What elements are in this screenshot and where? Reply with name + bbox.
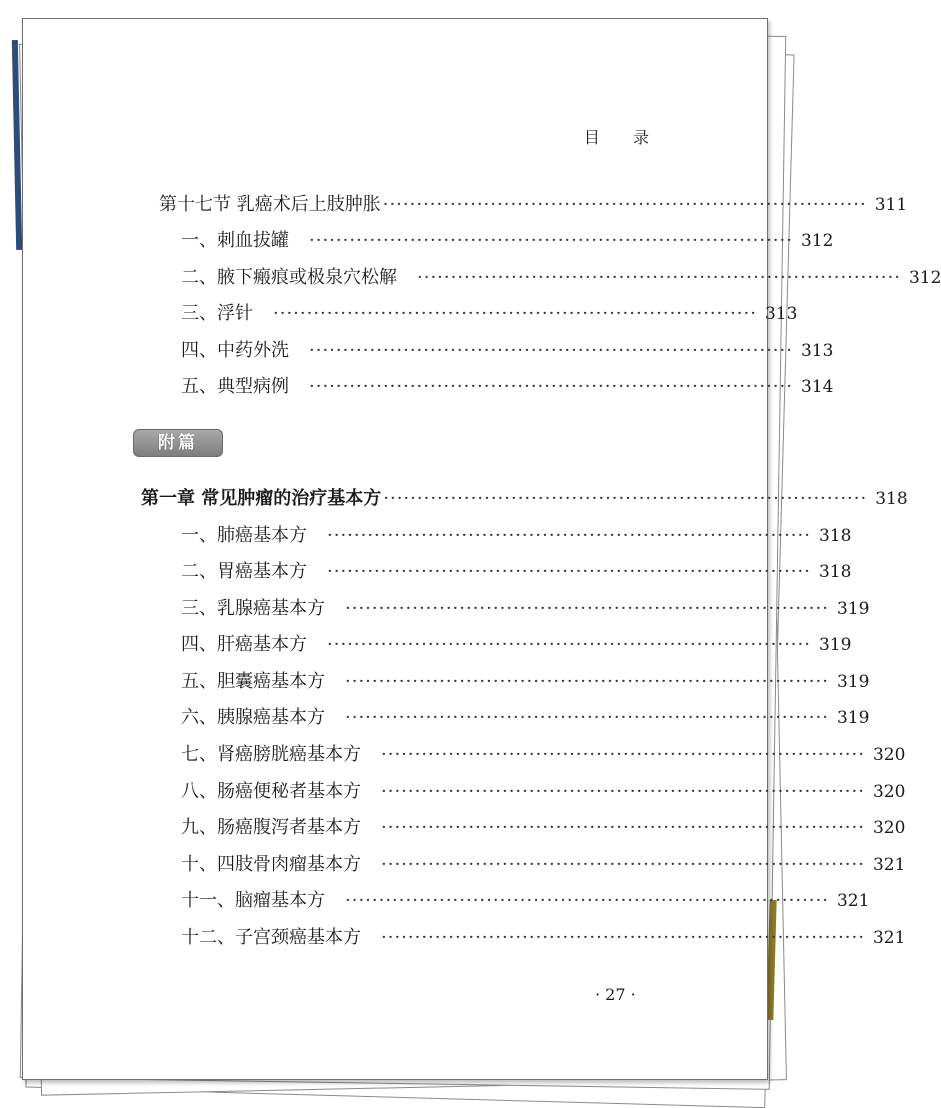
toc-page-number: 321 xyxy=(872,928,906,948)
toc-entry-title: 三、乳腺癌基本方 xyxy=(181,598,325,619)
toc-page-number: 313 xyxy=(800,341,834,361)
toc-entry-title: 十、四肢骨肉瘤基本方 xyxy=(181,854,361,875)
toc-item[interactable] xyxy=(181,266,941,290)
toc-page-number: 311 xyxy=(874,195,908,215)
leader-dots: ········································································ xyxy=(382,194,867,215)
toc-item[interactable] xyxy=(181,524,852,548)
leader-dots: ········································································ xyxy=(345,707,829,728)
leader-dots: ········································································ xyxy=(309,340,793,361)
toc-entry-title: 二、腋下瘢痕或极泉穴松解 xyxy=(181,267,397,288)
running-head: 目 录 xyxy=(583,128,663,147)
leader-dots: ········································································ xyxy=(273,303,757,324)
appendix-label: 附篇 xyxy=(133,429,223,457)
leader-dots: ········································································ xyxy=(383,488,868,509)
toc-item[interactable] xyxy=(181,926,906,950)
toc-page-number: 318 xyxy=(875,489,908,509)
toc-item[interactable] xyxy=(181,780,906,804)
toc-entry-title: 第一章 常见肿瘤的治疗基本方 xyxy=(141,488,382,509)
toc-page-number: 319 xyxy=(818,635,852,655)
toc-page-number: 319 xyxy=(836,599,870,619)
toc-item[interactable] xyxy=(181,560,852,584)
toc-page-number: 320 xyxy=(872,782,906,802)
toc-item[interactable] xyxy=(181,853,906,877)
toc-entry-title: 七、肾癌膀胱癌基本方 xyxy=(181,744,361,765)
toc-entry-title: 一、肺癌基本方 xyxy=(181,525,307,546)
leader-dots: ········································································ xyxy=(309,230,793,251)
book-page xyxy=(22,18,941,1080)
page-number: · 27 · xyxy=(595,985,636,1004)
leader-dots: ········································································ xyxy=(345,890,829,911)
toc-item[interactable] xyxy=(181,743,906,767)
toc-page-number: 313 xyxy=(764,304,798,324)
toc-page-number: 319 xyxy=(836,708,870,728)
toc-page-number: 318 xyxy=(818,562,852,582)
toc-page-number: 314 xyxy=(800,377,834,397)
toc-entry-title: 十一、脑瘤基本方 xyxy=(181,890,325,911)
leader-dots: ········································································ xyxy=(381,817,865,838)
toc-page-number: 319 xyxy=(836,672,870,692)
toc-entry-title: 四、中药外洗 xyxy=(181,340,289,361)
toc-page-number: 321 xyxy=(836,891,870,911)
leader-dots: ········································································ xyxy=(381,927,865,948)
leader-dots: ········································································ xyxy=(381,744,865,765)
leader-dots: ········································································ xyxy=(381,781,865,802)
leader-dots: ········································································ xyxy=(327,634,811,655)
toc-entry-title: 六、胰腺癌基本方 xyxy=(181,707,325,728)
leader-dots: ········································································ xyxy=(309,376,793,397)
toc-entry-title: 三、浮针 xyxy=(181,303,253,324)
toc-entry-title: 八、肠癌便秘者基本方 xyxy=(181,781,361,802)
toc-item[interactable] xyxy=(181,706,870,730)
toc-entry-title: 九、肠癌腹泻者基本方 xyxy=(181,817,361,838)
toc-page-number: 321 xyxy=(872,855,906,875)
toc-entry-title: 第十七节 乳癌术后上肢肿胀 xyxy=(159,194,381,215)
toc-page-number: 318 xyxy=(818,526,852,546)
toc-item[interactable] xyxy=(181,816,906,840)
toc-chapter-entry[interactable] xyxy=(141,487,908,511)
toc-entry-title: 十二、子宫颈癌基本方 xyxy=(181,927,361,948)
toc-item[interactable] xyxy=(181,229,834,253)
toc-page-number: 320 xyxy=(872,818,906,838)
leader-dots: ········································································ xyxy=(345,671,829,692)
toc-item[interactable] xyxy=(181,633,852,657)
toc-item[interactable] xyxy=(181,670,870,694)
toc-page-number: 312 xyxy=(800,231,834,251)
toc-entry-title: 四、肝癌基本方 xyxy=(181,634,307,655)
toc-entry-title: 五、胆囊癌基本方 xyxy=(181,671,325,692)
toc-page-number: 320 xyxy=(872,745,906,765)
toc-item[interactable] xyxy=(181,302,798,326)
toc-item[interactable] xyxy=(181,597,870,621)
toc-page-number: 312 xyxy=(908,268,941,288)
leader-dots: ········································································ xyxy=(345,598,829,619)
toc-item[interactable] xyxy=(181,889,870,913)
toc-entry-title: 一、刺血拔罐 xyxy=(181,230,289,251)
leader-dots: ········································································ xyxy=(327,561,811,582)
leader-dots: ········································································ xyxy=(417,267,901,288)
leader-dots: ········································································ xyxy=(327,525,811,546)
toc-item[interactable] xyxy=(181,375,834,399)
toc-entry-title: 二、胃癌基本方 xyxy=(181,561,307,582)
toc-item[interactable] xyxy=(181,339,834,363)
leader-dots: ········································································ xyxy=(381,854,865,875)
toc-entry-title: 五、典型病例 xyxy=(181,376,289,397)
toc-section-entry[interactable] xyxy=(159,193,908,217)
